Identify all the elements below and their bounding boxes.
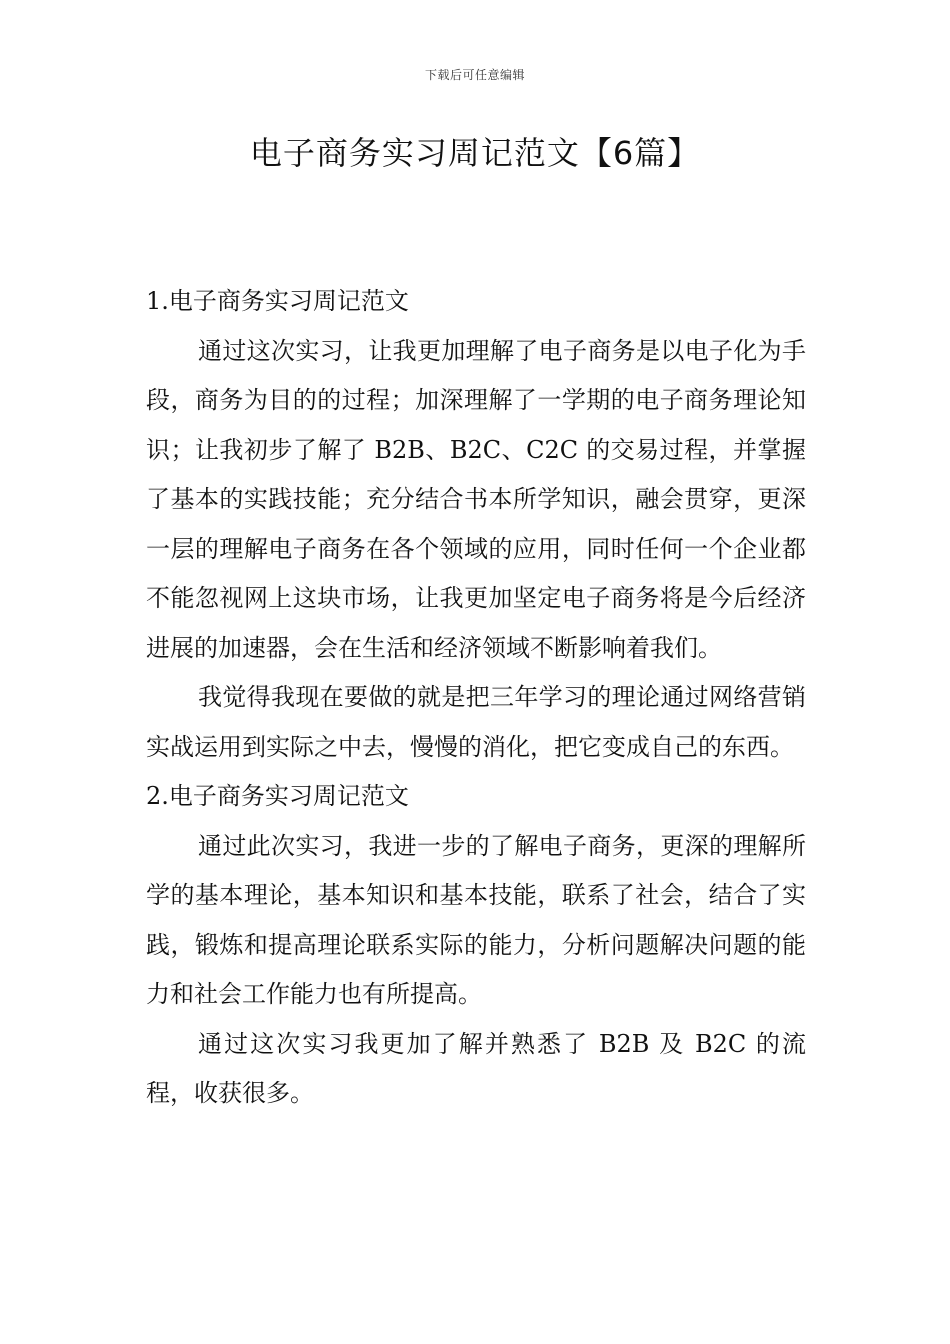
paragraph-2-1: 通过此次实习，我进一步的了解电子商务，更深的理解所学的基本理论，基本知识和基本技能，联系了社会，结合了实践，锻炼和提高理论联系实际的能力，分析问题解决问题的能力和社会工作能力也有所提高。: [146, 831, 806, 1008]
section-heading-1: 1.电子商务实习周记范文: [146, 287, 409, 315]
section-heading-2: 2.电子商务实习周记范文: [146, 782, 409, 810]
page-title: 电子商务实习周记范文【6篇】: [249, 134, 701, 172]
paragraph-1-2: 我觉得我现在要做的就是把三年学习的理论通过网络营销实战运用到实际之中去，慢慢的消化，把它变成自己的东西。: [146, 683, 806, 761]
document-body: [146, 277, 806, 1119]
paragraph-1-1: 通过这次实习，让我更加理解了电子商务是以电子化为手段，商务为目的的过程；加深理解了一学期的电子商务理论知识；让我初步了解了 B2B、B2C、C2C 的交易过程，并掌握了基本的实践技能；充分结合书本所学知识，融会贯穿，更深一层的理解电子商务在各个领域的应用，同时任何一个企业都不能忽视网上这块市场，让我更加坚定电子商务将是今后经济进展的加速器，会在生活和经济领域不断影响着我们。: [146, 336, 806, 662]
paragraph-2-2: 通过这次实习我更加了解并熟悉了 B2B 及 B2C 的流程，收获很多。: [146, 1029, 806, 1107]
header-note: 下载后可任意编辑: [424, 68, 525, 82]
